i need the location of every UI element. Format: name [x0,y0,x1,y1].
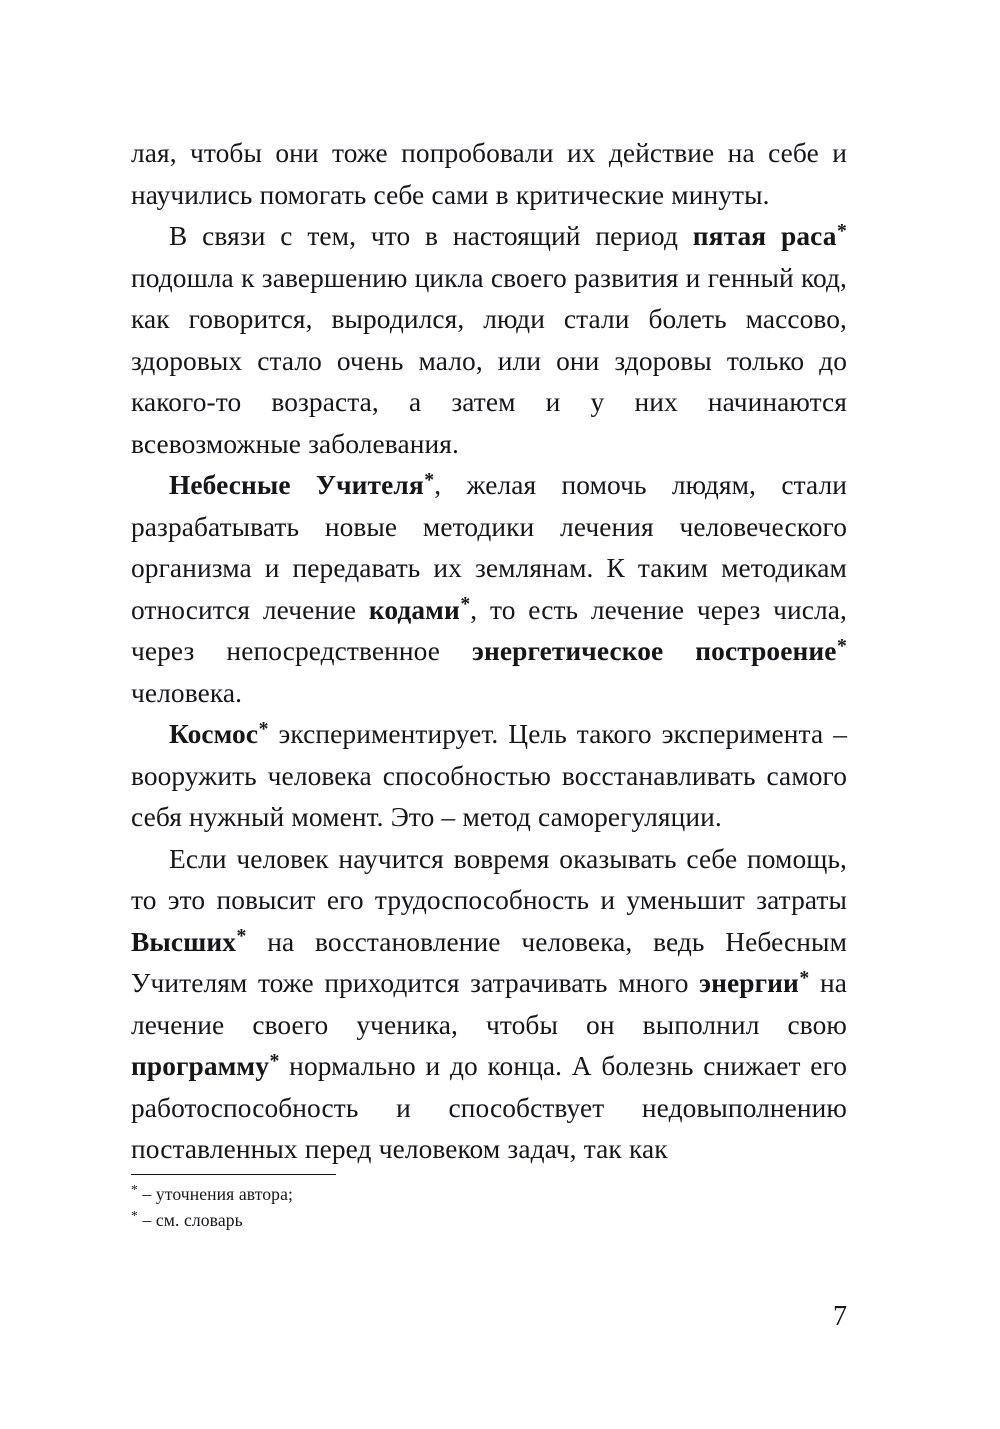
footnote-item [131,1207,551,1233]
text-run: В связи с тем, что в настоящий период [169,221,693,251]
body-text-block [131,133,847,1171]
glossary-term: Высших [131,926,237,957]
paragraph [131,465,847,714]
text-run: подошла к завершению цикла своего развития и генный код, как говорится, выродился, люди стали болеть массово, здоровых стало очень мало, или они здоровы только до какого-то возраста, а затем и у них начинаются всевозможные заболевания. [131,262,847,459]
paragraph [131,133,847,216]
footnote-asterisk: * [269,1049,280,1072]
paragraph [131,839,847,1171]
text-run: лая, чтобы они тоже попробовали их действие на себе и научились помогать себе сами в критические минуты. [131,138,847,210]
text-run: , то есть лечение через числа, через непосредственное [131,594,847,666]
footnote-text: – см. словарь [137,1210,243,1230]
glossary-term: Космос [169,719,259,749]
text-run: на лечение своего ученика, чтобы он выполнил свою [131,968,847,1040]
glossary-term: программу [131,1051,269,1081]
glossary-term: пятая раса [692,221,837,251]
footnote-asterisk: * [837,634,847,657]
text-run: , желая помочь людям, стали разрабатывать новые методики лечения человеческого организма и передавать их землянам. К таким методикам относится лечение [131,470,848,625]
text-run: экспериментирует. Цель такого эксперимента – вооружить человека способностью восстанавливать самого себя нужный момент. Это – метод саморегуляции. [131,719,847,832]
paragraph [131,714,847,839]
footnote-marker: * [131,1207,138,1223]
footnote-asterisk: * [258,717,269,740]
glossary-term: энергетическое построение [472,636,837,666]
text-run: Если человек научится вовремя оказывать себе помощь, то это повысит его трудоспособность и уменьшит затраты [131,843,847,915]
text-run: человека. [131,677,243,708]
footnote-marker: * [131,1181,138,1197]
footnote-asterisk: * [460,593,471,616]
glossary-term: кодами [368,594,460,625]
paragraph [131,216,847,465]
footnote-asterisk: * [837,219,847,242]
footnote-asterisk: * [424,468,435,491]
glossary-term: Небесные Учителя [169,470,424,500]
text-run: на восстановление человека, ведь Небесным Учителям тоже приходится затрачивать много [131,926,847,998]
page-number: 7 [833,1301,847,1332]
glossary-term: энергии [699,968,799,998]
text-run: нормально и до конца. А болезнь снижает его работоспособность и способствует недовыполнению поставленных перед человеком задач, так как [131,1051,847,1164]
footnote-asterisk: * [236,925,247,948]
footnote-asterisk: * [799,966,810,989]
footnote-text: – уточнения автора; [137,1184,293,1204]
footnote-section [131,1174,551,1233]
footnote-item [131,1181,551,1207]
footnote-separator-rule [131,1174,336,1175]
